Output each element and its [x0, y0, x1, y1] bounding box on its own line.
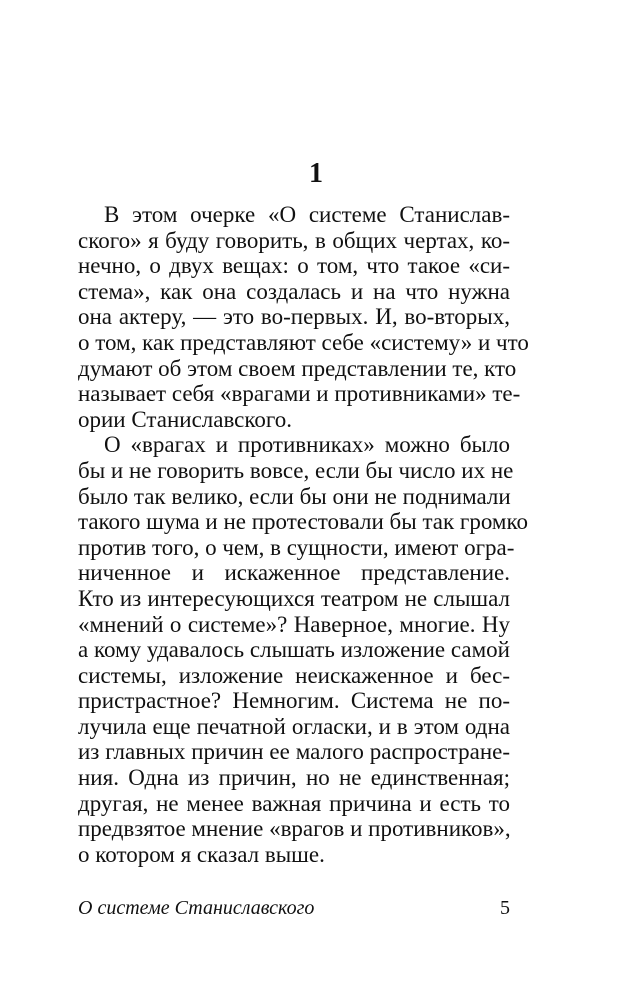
text-line: такого шума и не протестовали бы так громко	[78, 509, 528, 535]
text-line: О «врагах и противниках» можно было	[104, 432, 510, 458]
paragraph-2	[78, 432, 528, 867]
text-line: называет себя «врагами и противниками» те-	[78, 381, 521, 407]
text-line: лучила еще печатной огласки, и в этом одна	[78, 713, 510, 739]
text-line: стема», как она создалась и на что нужна	[78, 278, 510, 304]
text-line: предвзятое мнение «врагов и противников»,	[78, 816, 511, 842]
text-line: о котором я сказал выше.	[78, 841, 325, 867]
text-line: против того, о чем, в сущности, имеют огра-	[78, 534, 515, 560]
text-line: системы, изложение неискаженное и бес-	[78, 662, 510, 688]
text-line: ского» я буду говорить, в общих чертах, ко-	[78, 227, 510, 253]
body-text	[78, 202, 529, 867]
text-line: она актеру, — это во-первых. И, во-вторых,	[78, 304, 510, 330]
text-line: пристрастное? Немногим. Система не по-	[78, 688, 510, 714]
text-line: думают об этом своем представлении те, кто	[78, 355, 517, 381]
paragraph-1	[78, 202, 529, 432]
text-line: о том, как представляют себе «систему» и что	[78, 329, 529, 355]
text-line: Кто из интересующихся театром не слышал	[78, 585, 510, 611]
running-footer-title: О системе Станиславского	[78, 897, 315, 919]
text-line: нечно, о двух вещах: о том, что такое «си-	[78, 253, 510, 279]
text-line: другая, не менее важная причина и есть то	[78, 790, 510, 816]
text-line: было так велико, если бы они не поднимали	[78, 483, 511, 509]
text-line: из главных причин ее малого распростране-	[78, 739, 510, 765]
page-number: 5	[500, 897, 510, 919]
text-line: ории Станиславского.	[78, 406, 293, 432]
text-line: а кому удавалось слышать изложение самой	[78, 637, 510, 663]
text-line: ния. Одна из причин, но не единственная;	[78, 765, 510, 791]
text-line: «мнений о системе»? Наверное, многие. Ну	[78, 611, 510, 637]
text-line: ниченное и искаженное представление.	[78, 560, 510, 586]
text-line: В этом очерке «О системе Станислав-	[104, 202, 510, 227]
text-line: бы и не говорить вовсе, если бы число их не	[78, 457, 514, 483]
chapter-number: 1	[309, 158, 323, 189]
